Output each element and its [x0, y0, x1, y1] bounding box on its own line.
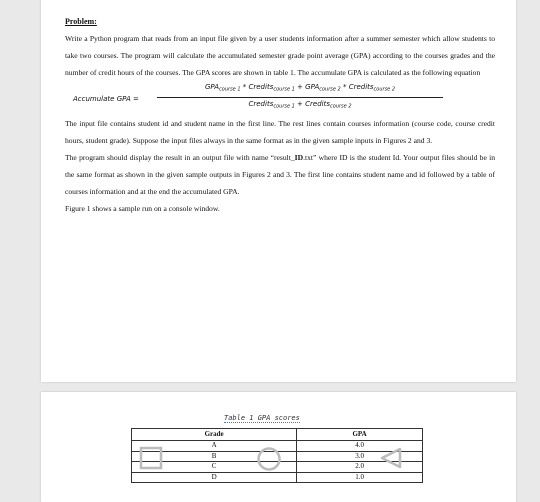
- grade-cell: B: [132, 451, 297, 462]
- header-grade: Grade: [132, 429, 297, 441]
- formula-sub: course 2: [330, 103, 352, 109]
- gpa-cell: 4.0: [297, 441, 423, 452]
- formula-term: Credits: [248, 99, 274, 108]
- gpa-formula: [65, 81, 495, 115]
- problem-paragraph-1: Write a Python program that reads from an input file given by a user students information after a summer semester which allow students to take two courses. The program will calculate the accumulated semester grade point average (GPA) according to the courses grades and the number of credit hours of the courses. The GPA scores are shown in table 1. The accumulate GPA is calculated as the following equation: [65, 34, 495, 77]
- grade-cell: C: [132, 462, 297, 473]
- header-gpa: GPA: [297, 429, 423, 441]
- problem-paragraph-2: The input file contains student id and student name in the first line. The rest lines contain courses information (course code, course credit hours, student grade). Suppose the input files always in the same format as in the given sample inputs in Figures 2 and 3.: [65, 119, 495, 145]
- gpa-cell: 2.0: [297, 462, 423, 473]
- formula-sub: course 2: [319, 86, 341, 93]
- para3-text-a: The program should display the result in an output file with name “result_: [65, 153, 295, 162]
- triangle-back-icon[interactable]: [378, 446, 404, 470]
- formula-op: *: [340, 83, 349, 91]
- formula-term: GPA: [204, 83, 220, 91]
- circle-icon[interactable]: [256, 446, 282, 472]
- formula-op: *: [240, 83, 249, 91]
- table-caption: Table 1 GPA scores: [224, 414, 300, 422]
- problem-heading: Problem:: [65, 17, 97, 26]
- formula-sub: course 2: [373, 86, 396, 93]
- problem-section: [65, 14, 495, 217]
- document-page-1: [41, 0, 516, 382]
- formula-denominator: [155, 98, 445, 114]
- formula-op: +: [294, 99, 306, 108]
- problem-paragraph-4: Figure 1 shows a sample run on a console window.: [65, 204, 220, 213]
- grade-cell: D: [132, 472, 297, 483]
- formula-term: Credits: [305, 99, 331, 108]
- table-row: [132, 472, 423, 483]
- formula-sub: course 1: [273, 103, 295, 109]
- formula-fraction: [155, 81, 445, 113]
- formula-sub: course 1: [273, 86, 295, 93]
- formula-op: +: [294, 83, 306, 91]
- gpa-cell: 3.0: [297, 451, 423, 462]
- gpa-cell: 1.0: [297, 472, 423, 483]
- formula-term: Credits: [348, 83, 374, 91]
- formula-term: GPA: [305, 83, 320, 91]
- grade-cell: A: [132, 441, 297, 452]
- problem-paragraph-3: [65, 149, 495, 200]
- formula-numerator: [155, 81, 445, 97]
- formula-lhs: Accumulate GPA =: [73, 95, 139, 103]
- formula-term: Credits: [248, 83, 274, 91]
- para3-text-b: .txt” where ID is the student Id. Your output files should be in the same format as shown in the given sample outputs in Figures 2 and 3. The first line contains student name and id followed by a table of courses information and at the end the accumulated GPA.: [65, 153, 495, 196]
- table-header-row: [132, 429, 423, 441]
- para3-id-bold: ID: [294, 153, 304, 162]
- square-icon[interactable]: [139, 446, 163, 470]
- formula-sub: course 1: [219, 86, 241, 93]
